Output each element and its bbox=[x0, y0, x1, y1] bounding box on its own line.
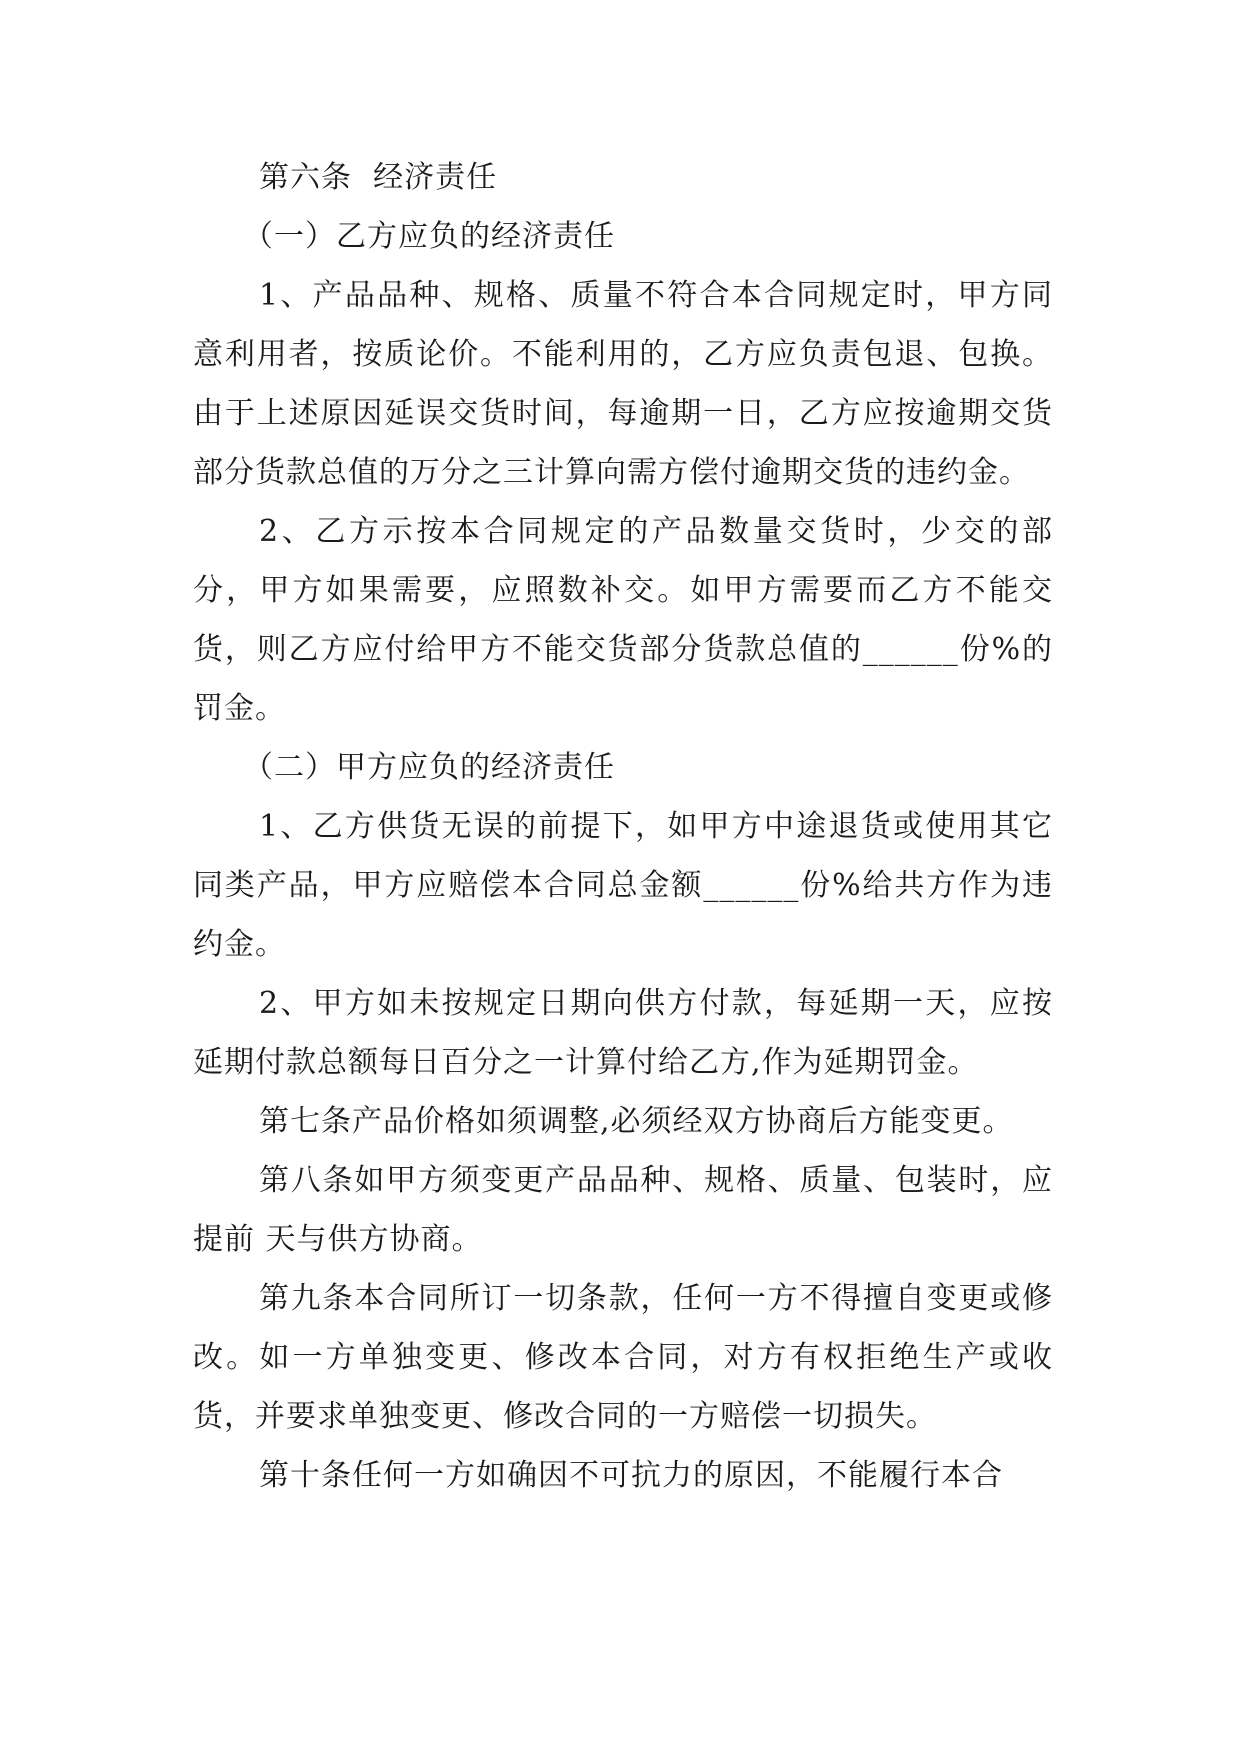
section-heading-article-6: 第六条 经济责任 bbox=[259, 160, 498, 195]
subsection-heading-party-b: （一）乙方应负的经济责任 bbox=[243, 219, 615, 254]
document-page bbox=[193, 148, 1053, 1505]
clause-a-1: 1、乙方供货无误的前提下，如甲方中途退货或使用其它同类产品，甲方应赔偿本合同总金额______份%给共方作为违约金。 bbox=[193, 809, 1053, 962]
clause-b-1: 1、产品品种、规格、质量不符合本合同规定时，甲方同意利用者，按质论价。不能利用的，乙方应负责包退、包换。由于上述原因延误交货时间，每逾期一日，乙方应按逾期交货部分货款总值的万分之三计算向需方偿付逾期交货的违约金。 bbox=[193, 278, 1053, 490]
subsection-heading-party-a: （二）甲方应负的经济责任 bbox=[243, 750, 615, 785]
clause-a-2: 2、甲方如未按规定日期向供方付款，每延期一天，应按延期付款总额每日百分之一计算付给乙方,作为延期罚金。 bbox=[193, 986, 1053, 1080]
article-8: 第八条如甲方须变更产品品种、规格、质量、包装时，应提前 天与供方协商。 bbox=[193, 1163, 1053, 1257]
article-7: 第七条产品价格如须调整,必须经双方协商后方能变更。 bbox=[259, 1104, 1014, 1139]
article-10: 第十条任何一方如确因不可抗力的原因，不能履行本合 bbox=[259, 1458, 1003, 1493]
clause-b-2: 2、乙方示按本合同规定的产品数量交货时，少交的部分，甲方如果需要，应照数补交。如甲方需要而乙方不能交货，则乙方应付给甲方不能交货部分货款总值的______份%的罚金。 bbox=[193, 514, 1053, 726]
article-9: 第九条本合同所订一切条款，任何一方不得擅自变更或修改。如一方单独变更、修改本合同，对方有权拒绝生产或收货，并要求单独变更、修改合同的一方赔偿一切损失。 bbox=[193, 1281, 1053, 1434]
